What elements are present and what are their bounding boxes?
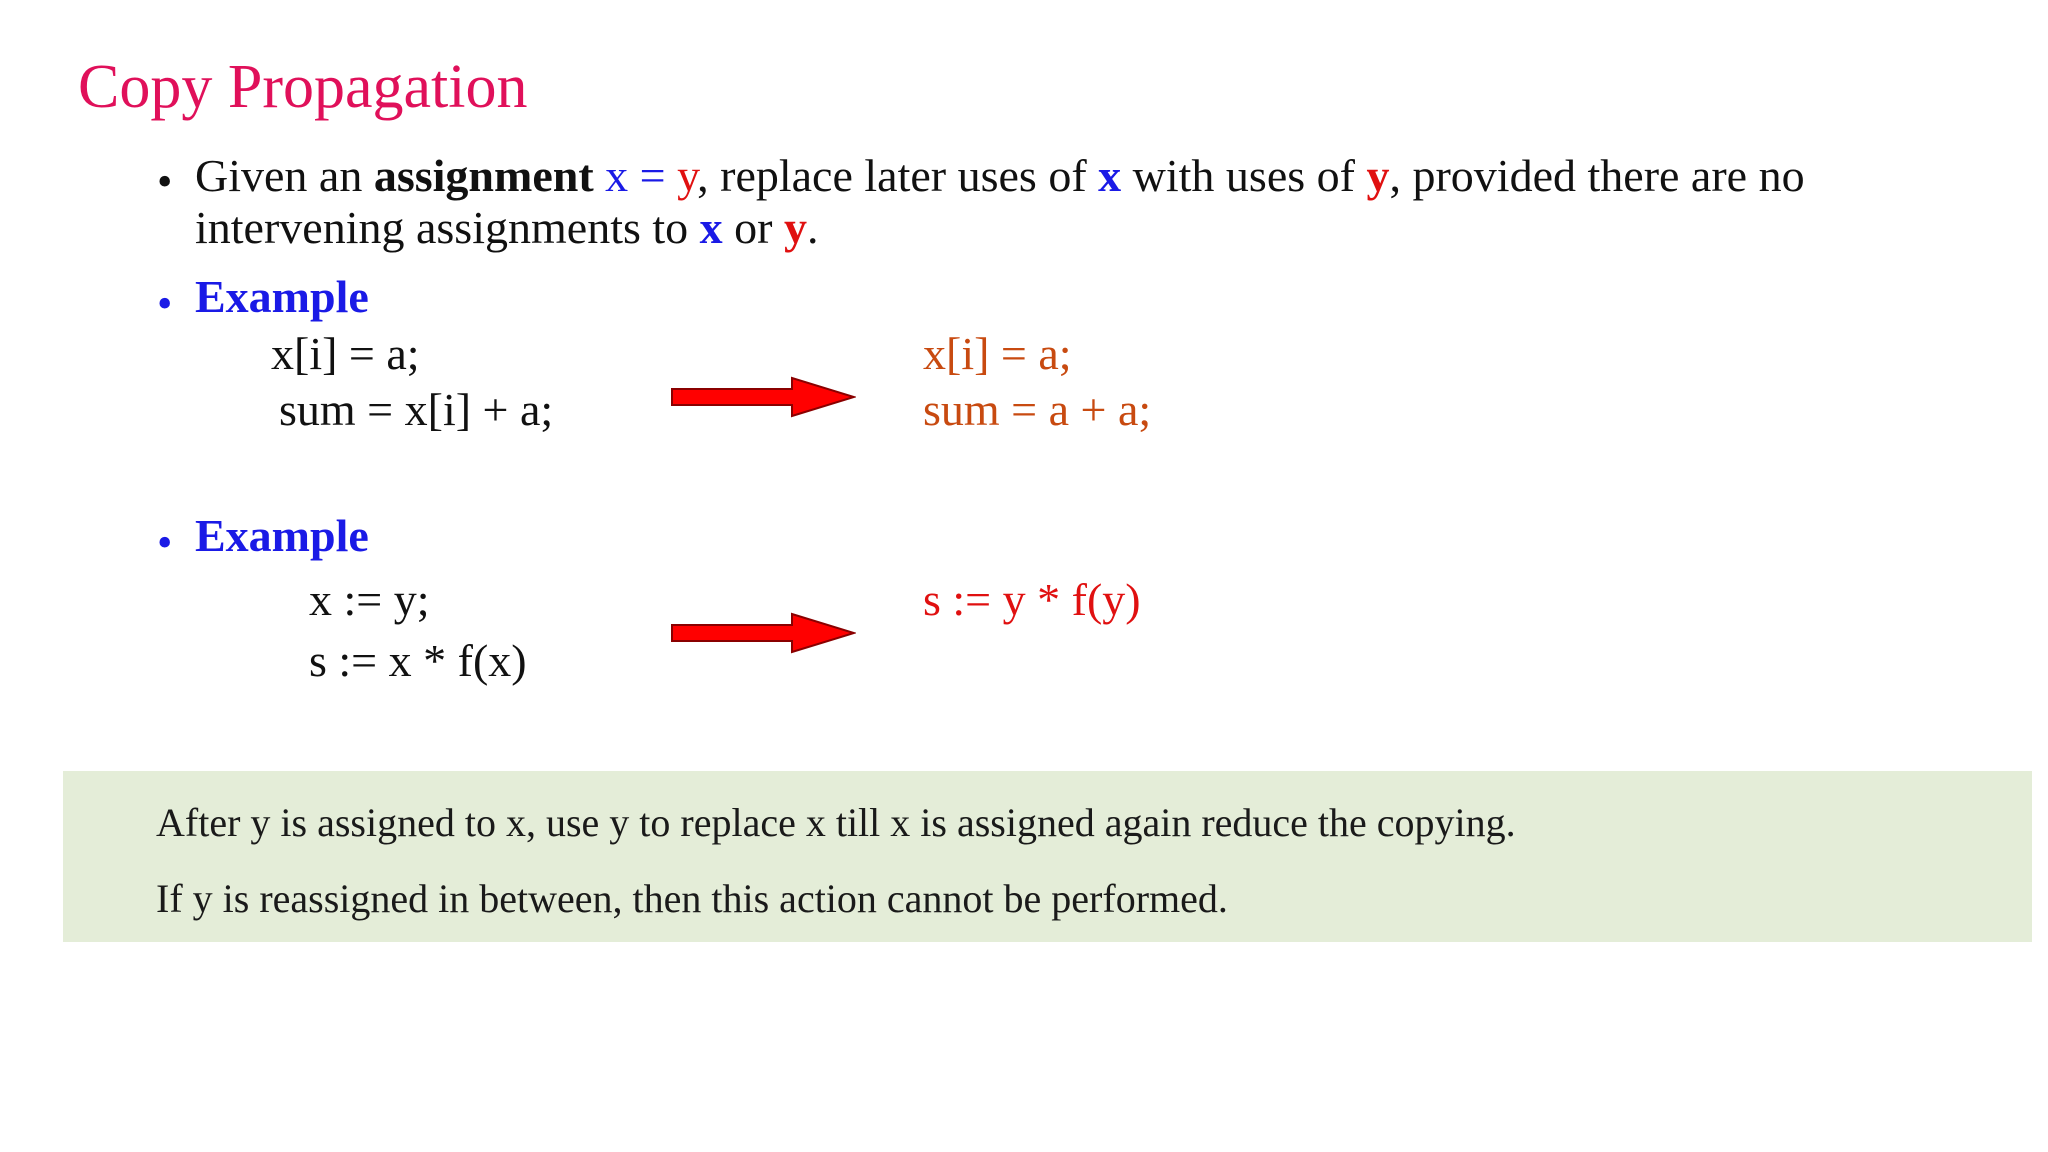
note-box [63, 771, 2032, 942]
code-before-line: s := x * f(x) [309, 635, 527, 686]
y-variable: y [783, 202, 807, 253]
bullet-text-part: Given an [195, 150, 374, 201]
x-equals: x = [605, 150, 678, 201]
code-after-line: s := y * f(y) [923, 574, 1141, 625]
example-label: Example [195, 271, 369, 322]
assignment-keyword: assignment [373, 150, 594, 201]
bullet-text-part: , provided there are no intervening assignments to [195, 150, 1805, 253]
bullet-text-part [594, 150, 606, 201]
bullet-text-part: with uses of [1121, 150, 1367, 201]
right-arrow-icon [670, 376, 856, 418]
x-variable: x [1098, 150, 1122, 201]
bullet-definition [195, 150, 1995, 254]
x-variable: x [699, 202, 723, 253]
bullet-marker: • [157, 157, 173, 206]
code-before-line: sum = x[i] + a; [279, 384, 554, 435]
code-after-line: sum = a + a; [923, 384, 1152, 435]
code-after-line: x[i] = a; [923, 328, 1072, 379]
bullet-text-part: or [722, 202, 784, 253]
bullet-marker: • [157, 518, 173, 567]
y-variable: y [677, 150, 698, 201]
y-variable: y [1366, 150, 1390, 201]
right-arrow-icon [670, 612, 856, 654]
note-line: After y is assigned to x, use y to replace x till x is assigned again reduce the copying. [156, 800, 1516, 845]
bullet-text-part: . [806, 202, 819, 253]
code-before-line: x := y; [309, 574, 430, 625]
bullet-marker: • [157, 279, 173, 328]
example-label: Example [195, 510, 369, 561]
slide-title: Copy Propagation [78, 53, 528, 121]
code-before-line: x[i] = a; [271, 328, 420, 379]
note-line: If y is reassigned in between, then this action cannot be performed. [156, 876, 1228, 921]
bullet-text-part: , replace later uses of [697, 150, 1099, 201]
